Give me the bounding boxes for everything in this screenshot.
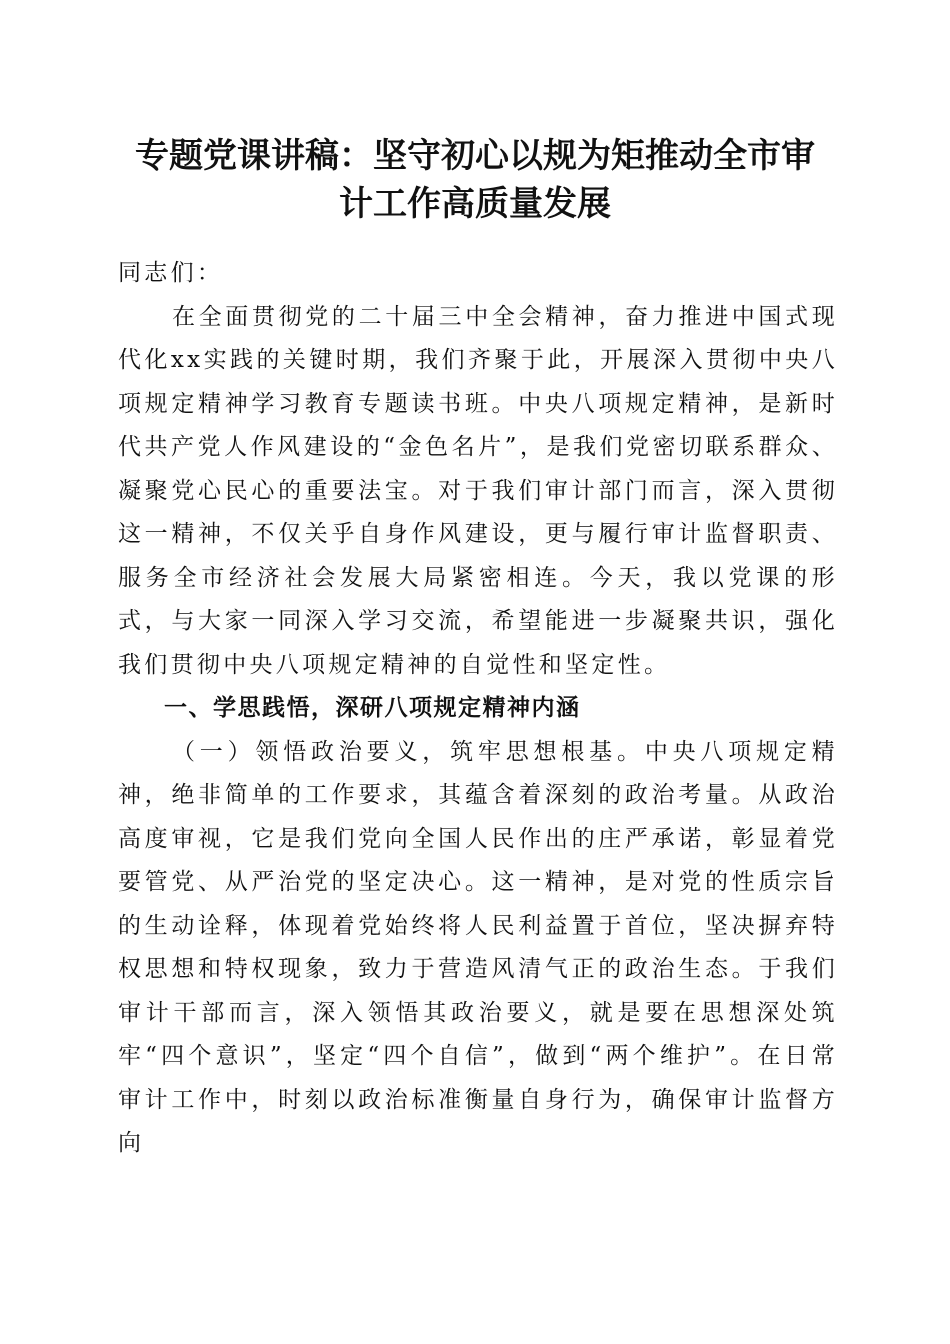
title-line-2: 计工作高质量发展 <box>339 184 611 224</box>
document-body <box>118 252 838 1166</box>
intro-paragraph: 在全面贯彻党的二十届三中全会精神，奋力推进中国式现代化xx实践的关键时期，我们齐聚于此，开展深入贯彻中央八项规定精神学习教育专题读书班。中央八项规定精神，是新时代共产党人作风建设的“金色名片”，是我们党密切联系群众、凝聚党心民心的重要法宝。对于我们审计部门而言，深入贯彻这一精神，不仅关乎自身作风建设，更与履行审计监督职责、服务全市经济社会发展大局紧密相连。今天，我以党课的形式，与大家一同深入学习交流，希望能进一步凝聚共识，强化我们贯彻中央八项规定精神的自觉性和坚定性。 <box>118 303 838 678</box>
subsection-text-1: 中央八项规定精神，绝非简单的工作要求，其蕴含着深刻的政治考量。从政治高度审视，它是我们党向全国人民作出的庄严承诺，彰显着党要管党、从严治党的坚定决心。这一精神，是对党的性质宗旨的生动诠释，体现着党始终将人民利益置于首位，坚决摒弃特权思想和特权现象，致力于营造风清气正的政治生态。于我们审计干部而言，深入领悟其政治要义，就是要在思想深处筑牢“四个意识”，坚定“四个自信”，做到“两个维护”。在日常审计工作中，时刻以政治标准衡量自身行为，确保审计监督方向 <box>118 738 838 1156</box>
subsection-lead-1: （一）领悟政治要义，筑牢思想根基。 <box>172 738 645 765</box>
section-heading-1: 一、学思践悟，深研八项规定精神内涵 <box>164 695 581 721</box>
document-title <box>100 132 850 228</box>
subsection-paragraph-1 <box>118 731 838 1166</box>
greeting: 同志们： <box>118 260 224 286</box>
title-line-1: 专题党课讲稿：坚守初心以规为矩推动全市审 <box>135 136 815 176</box>
